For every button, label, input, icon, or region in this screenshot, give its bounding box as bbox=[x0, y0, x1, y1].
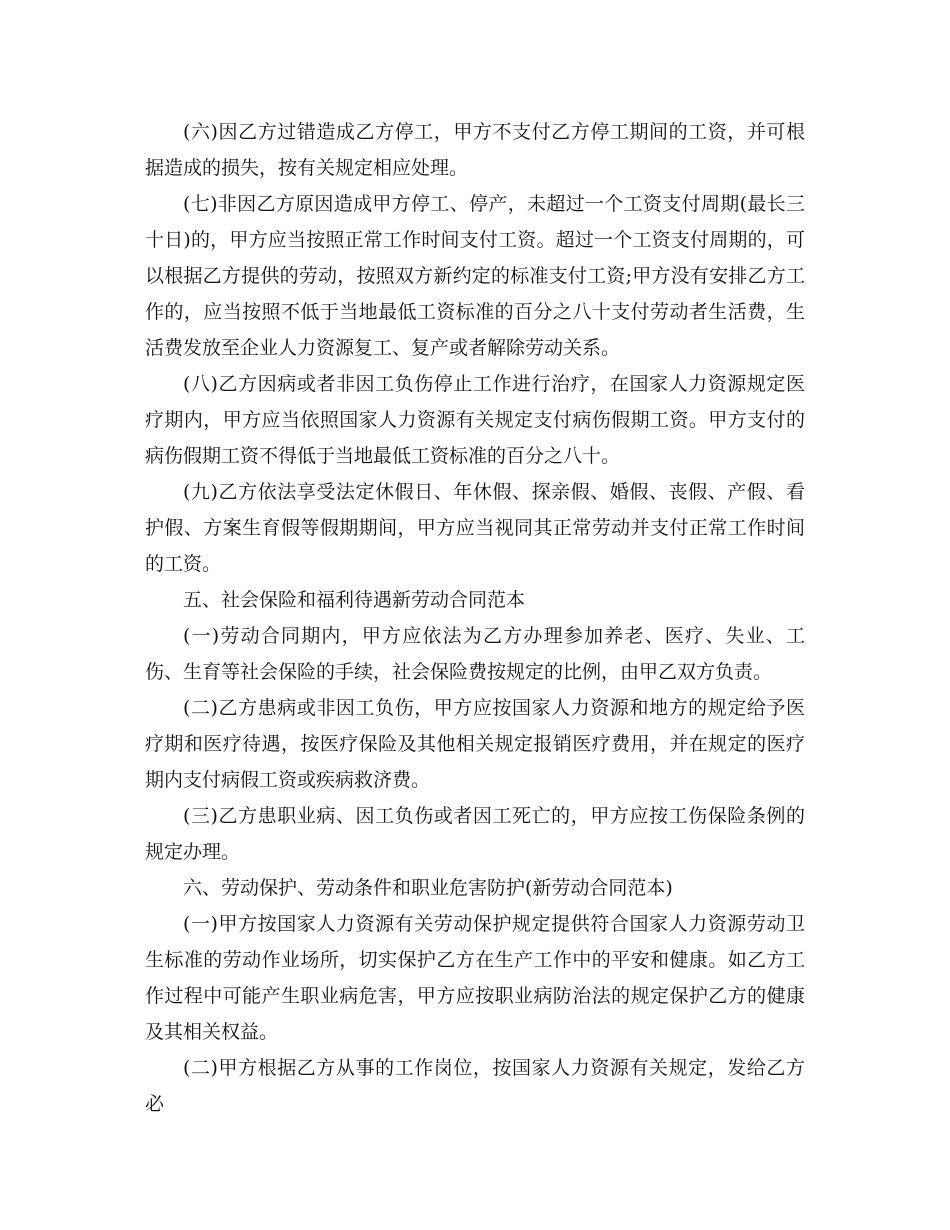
document-body bbox=[145, 114, 805, 1122]
section-heading-social-insurance: 五、社会保险和福利待遇新劳动合同范本 bbox=[183, 589, 526, 611]
paragraph-clause-8: (八)乙方因病或者非因工负伤停止工作进行治疗，在国家人力资源规定医疗期内，甲方应当依照国家人力资源有关规定支付病伤假期工资。甲方支付的病伤假期工资不得低于当地最低工资标准的百分之八十。 bbox=[145, 373, 805, 467]
paragraph-insurance-2: (二)乙方患病或非因工负伤，甲方应按国家人力资源和地方的规定给予医疗期和医疗待遇，按医疗保险及其他相关规定报销医疗费用，并在规定的医疗期内支付病假工资或疾病救济费。 bbox=[145, 697, 805, 791]
paragraph-clause-7: (七)非因乙方原因造成甲方停工、停产，未超过一个工资支付周期(最长三十日)的，甲方应当按照正常工作时间支付工资。超过一个工资支付周期的，可以根据乙方提供的劳动，按照双方新约定的标准支付工资;甲方没有安排乙方工作的，应当按照不低于当地最低工资标准的百分之八十支付劳动者生活费，生活费发放至企业人力资源复工、复产或者解除劳动关系。 bbox=[145, 193, 805, 359]
paragraph-insurance-1: (一)劳动合同期内，甲方应依法为乙方办理参加养老、医疗、失业、工伤、生育等社会保险的手续，社会保险费按规定的比例，由甲乙双方负责。 bbox=[145, 625, 805, 683]
paragraph-protection-1: (一)甲方按国家人力资源有关劳动保护规定提供符合国家人力资源劳动卫生标准的劳动作业场所，切实保护乙方在生产工作中的平安和健康。如乙方工作过程中可能产生职业病危害，甲方应按职业病防治法的规定保护乙方的健康及其相关权益。 bbox=[145, 913, 805, 1043]
paragraph-clause-9: (九)乙方依法享受法定休假日、年休假、探亲假、婚假、丧假、产假、看护假、方案生育假等假期期间，甲方应当视同其正常劳动并支付正常工作时间的工资。 bbox=[145, 481, 805, 575]
paragraph-insurance-3: (三)乙方患职业病、因工负伤或者因工死亡的，甲方应按工伤保险条例的规定办理。 bbox=[145, 805, 805, 863]
paragraph-clause-6: (六)因乙方过错造成乙方停工，甲方不支付乙方停工期间的工资，并可根据造成的损失，按有关规定相应处理。 bbox=[145, 121, 805, 179]
section-heading-labor-protection: 六、劳动保护、劳动条件和职业危害防护(新劳动合同范本) bbox=[183, 877, 673, 899]
paragraph-protection-2: (二)甲方根据乙方从事的工作岗位，按国家人力资源有关规定，发给乙方必 bbox=[145, 1057, 805, 1115]
